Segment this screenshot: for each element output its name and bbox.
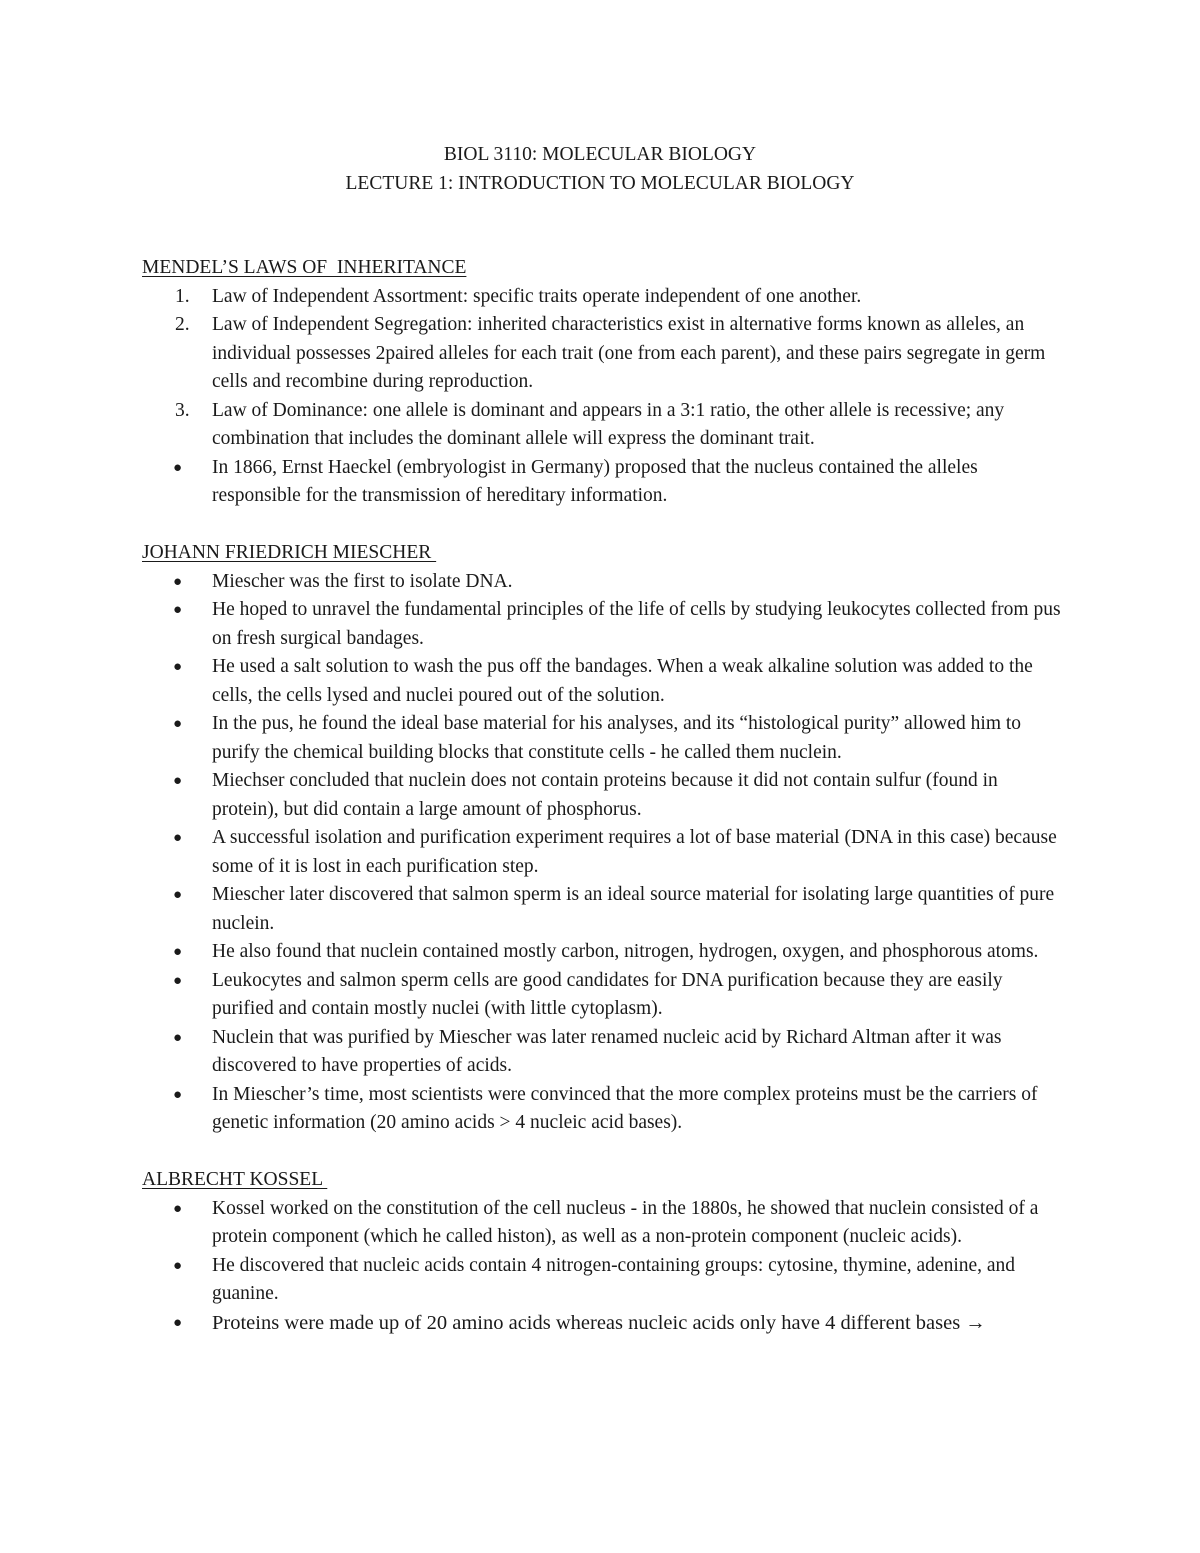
list-item xyxy=(142,653,1062,710)
section-kossel xyxy=(142,1166,1062,1338)
list-item xyxy=(142,938,1062,967)
bullet-icon: ● xyxy=(173,944,183,960)
list-item-text: Miescher was the first to isolate DNA. xyxy=(212,570,513,592)
list-item-text: He discovered that nucleic acids contain 4 nitrogen-containing groups: cytosine, thymine, adenine, and guanine. xyxy=(212,1254,1016,1304)
list-item-text: Miechser concluded that nuclein does not contain proteins because it did not contain sulfur (found in protein), but did contain a large amount of phosphorus. xyxy=(212,770,998,820)
list-item xyxy=(142,311,1062,397)
list-item xyxy=(142,824,1062,881)
bullet-icon: ● xyxy=(173,459,183,476)
bullet-icon: ● xyxy=(173,716,183,732)
bullet-icon: ● xyxy=(173,573,183,590)
section-heading: MENDEL’S LAWS OF INHERITANCE xyxy=(142,257,467,278)
list-item xyxy=(142,1252,1062,1309)
list-item-text: Proteins were made up of 20 amino acids whereas nucleic acids only have 4 different bases → xyxy=(212,1311,986,1334)
list-item xyxy=(142,710,1062,767)
list-item xyxy=(142,1024,1062,1081)
bullet-icon: ● xyxy=(173,830,183,846)
list-item-text: Leukocytes and salmon sperm cells are good candidates for DNA purification because they are easily purified and contain mostly nuclei (with little cytoplasm). xyxy=(212,969,1003,1019)
document-body xyxy=(142,254,1062,1367)
bullet-icon: ● xyxy=(173,972,183,989)
bullet-icon: ● xyxy=(173,659,183,675)
list-item xyxy=(142,283,1062,312)
list-item xyxy=(142,1195,1062,1252)
list-item-text: A successful isolation and purification experiment requires a lot of base material (DNA in this case) because some of it is lost in each purification step. xyxy=(212,827,1057,877)
list-item xyxy=(142,397,1062,454)
document-header xyxy=(0,141,1200,198)
section-mendel xyxy=(142,254,1062,511)
bullet-list xyxy=(142,1195,1062,1339)
list-item-text: Law of Independent Assortment: specific traits operate independent of one another. xyxy=(212,285,862,307)
bullet-icon: ● xyxy=(173,1086,183,1103)
list-item-text: In the pus, he found the ideal base material for his analyses, and its “histological purity” allowed him to purify the chemical building blocks that constitute cells - he called them nuclein. xyxy=(212,713,1022,763)
list-item xyxy=(142,1081,1062,1138)
course-title: BIOL 3110: MOLECULAR BIOLOGY xyxy=(443,144,757,165)
list-item xyxy=(142,454,1062,511)
list-item-text: Miescher later discovered that salmon sperm is an ideal source material for isolating large quantities of pure nuclein. xyxy=(212,884,1055,934)
list-item-text: He used a salt solution to wash the pus off the bandages. When a weak alkaline solution was added to the cells, the cells lysed and nuclei poured out of the solution. xyxy=(212,656,1033,706)
list-item-text: He hoped to unravel the fundamental principles of the life of cells by studying leukocytes collected from pus on fresh surgical bandages. xyxy=(212,599,1061,649)
list-item-text: Nuclein that was purified by Miescher was later renamed nucleic acid by Richard Altman after it was discovered to have properties of acids. xyxy=(212,1026,1002,1076)
list-number: 2. xyxy=(175,314,190,335)
bullet-list xyxy=(142,568,1062,1138)
list-item-text: Law of Dominance: one allele is dominant and appears in a 3:1 ratio, the other allele is recessive; any combination that includes the dominant allele will express the dominant trait. xyxy=(212,399,1005,449)
lecture-title: LECTURE 1: INTRODUCTION TO MOLECULAR BIOLOGY xyxy=(345,172,855,194)
list-item xyxy=(142,767,1062,824)
list-item-text: He also found that nuclein contained mostly carbon, nitrogen, hydrogen, oxygen, and phosphorous atoms. xyxy=(212,941,1039,962)
list-number: 1. xyxy=(175,285,190,307)
bullet-icon: ● xyxy=(173,1029,183,1046)
bullet-icon: ● xyxy=(173,602,183,618)
section-miescher xyxy=(142,539,1062,1138)
list-item-text: In 1866, Ernst Haeckel (embryologist in Germany) proposed that the nucleus contained the alleles responsible for the transmission of hereditary information. xyxy=(212,456,978,506)
list-item-text: Kossel worked on the constitution of the cell nucleus - in the 1880s, he showed that nuclein consisted of a protein component (which he called histon), as well as a non-protein component (nucleic acids). xyxy=(212,1197,1039,1247)
numbered-list xyxy=(142,283,1062,511)
list-item xyxy=(142,596,1062,653)
list-item xyxy=(142,881,1062,938)
list-item xyxy=(142,568,1062,597)
bullet-icon: ● xyxy=(173,773,183,789)
list-number: 3. xyxy=(175,399,190,421)
section-heading: JOHANN FRIEDRICH MIESCHER xyxy=(142,542,437,563)
bullet-icon: ● xyxy=(173,1200,183,1217)
bullet-icon: ● xyxy=(173,1257,183,1274)
list-item-text: Law of Independent Segregation: inherited characteristics exist in alternative forms known as alleles, an individual possesses 2paired alleles for each trait (one from each parent), and these pairs segregate in germ cells and recombine during reproduction. xyxy=(212,314,1046,392)
bullet-icon: ● xyxy=(173,1314,183,1331)
list-item xyxy=(142,967,1062,1024)
bullet-icon: ● xyxy=(173,887,183,903)
list-item xyxy=(142,1309,1062,1339)
section-heading: ALBRECHT KOSSEL xyxy=(142,1169,328,1190)
list-item-text: In Miescher’s time, most scientists were convinced that the more complex proteins must be the carriers of genetic information (20 amino acids > 4 nucleic acid bases). xyxy=(212,1083,1038,1133)
